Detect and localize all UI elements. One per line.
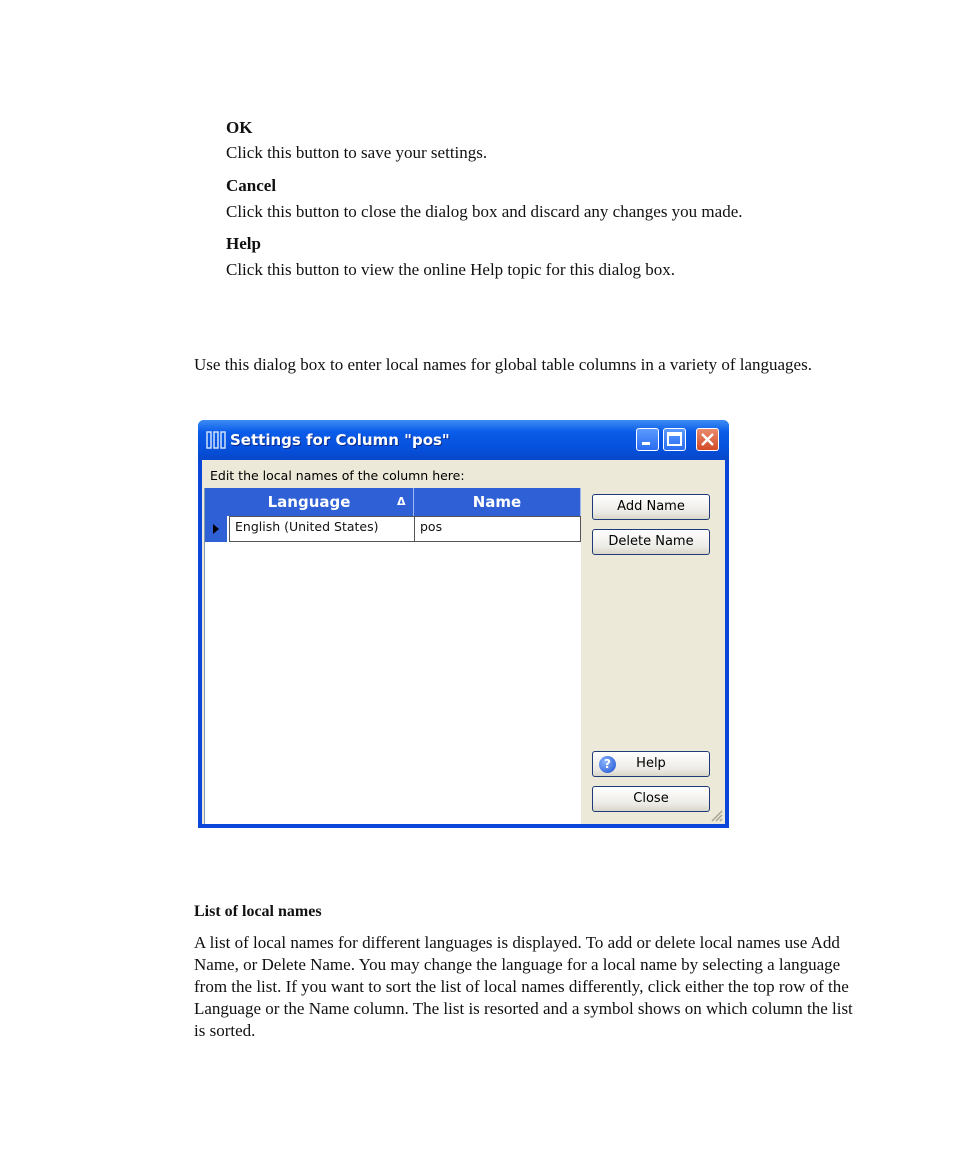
definition-desc-ok: Click this button to save your settings.	[226, 143, 488, 162]
table-row-language-cell[interactable]: English (United States)	[229, 516, 415, 542]
column-header-name[interactable]	[414, 488, 581, 516]
minimize-button[interactable]	[636, 428, 659, 451]
maximize-button[interactable]	[663, 428, 686, 451]
definition-desc-help: Click this button to view the online Help topic for this dialog box.	[226, 260, 676, 279]
section-body: A list of local names for different languages is displayed. To add or delete local names use Add Name, or Delete Name. You may change the language for a local name by selecting a language from the list. If you want to sort the list of local names differently, click either the top row of the Language or the Name column. The list is resorted and a symbol shows on which column the list is sorted.	[194, 933, 853, 1040]
sort-ascending-icon: Δ	[397, 495, 406, 508]
column-header-language-label: Language	[267, 493, 351, 511]
row-selector[interactable]	[205, 516, 227, 542]
minimize-icon	[637, 429, 658, 450]
close-icon	[697, 429, 718, 450]
help-button-label: Help	[636, 756, 666, 771]
section-heading: List of local names	[194, 903, 322, 920]
add-name-button[interactable]: Add Name	[592, 494, 710, 520]
help-icon: ?	[599, 756, 616, 773]
close-window-button[interactable]	[696, 428, 719, 451]
definition-term-help: Help	[226, 234, 261, 253]
column-header-name-label: Name	[472, 493, 522, 511]
delete-name-button[interactable]: Delete Name	[592, 529, 710, 555]
dialog-title: Settings for Column "pos"	[230, 431, 450, 449]
definition-term-cancel: Cancel	[226, 176, 277, 195]
instruction-label: Edit the local names of the column here:	[210, 468, 465, 483]
column-settings-icon	[206, 430, 226, 450]
dialog-titlebar[interactable]	[198, 420, 729, 460]
dialog-client-area	[202, 460, 725, 824]
settings-dialog	[198, 420, 729, 828]
intro-paragraph: Use this dialog box to enter local names for global table columns in a variety of languages.	[194, 355, 812, 374]
column-header-language[interactable]	[205, 488, 414, 516]
local-names-grid[interactable]	[204, 488, 581, 824]
maximize-icon	[664, 429, 685, 450]
definition-desc-cancel: Click this button to close the dialog box and discard any changes you made.	[226, 202, 743, 221]
close-button[interactable]: Close	[592, 786, 710, 812]
table-row-name-cell[interactable]: pos	[414, 516, 581, 542]
help-button[interactable]	[592, 751, 710, 777]
row-pointer-icon	[205, 516, 227, 542]
definition-term-ok: OK	[226, 118, 253, 137]
resize-grip-icon[interactable]	[709, 808, 723, 822]
